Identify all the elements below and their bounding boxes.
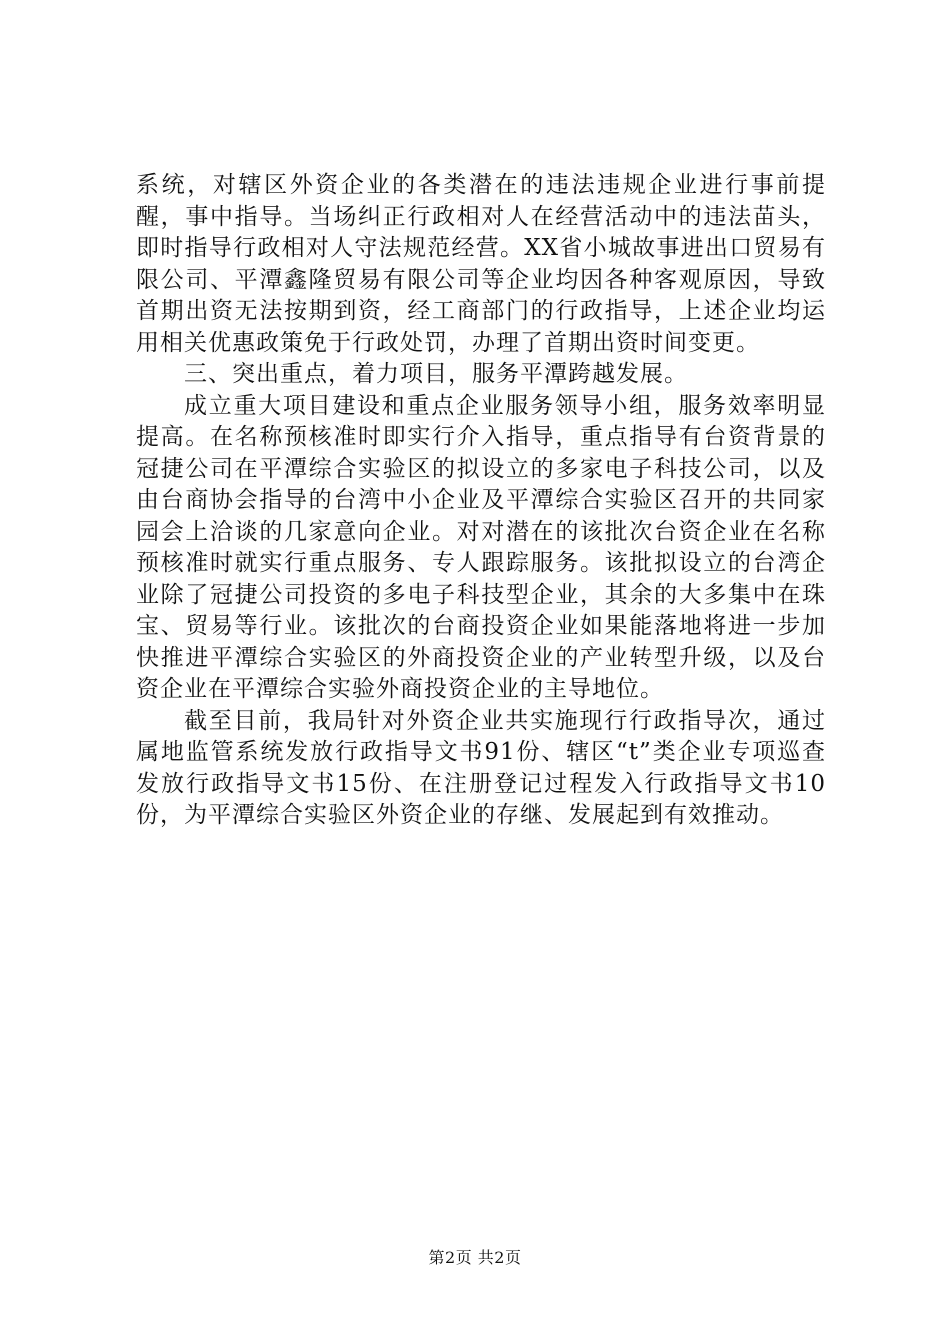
page-footer: 第2页 共2页	[428, 1248, 522, 1267]
document-body	[136, 170, 826, 832]
paragraph-projects: 成立重大项目建设和重点企业服务领导小组，服务效率明显提高。在名称预核准时即实行介入指导，重点指导有台资背景的冠捷公司在平潭综合实验区的拟设立的多家电子科技公司，以及由台商协会指导的台湾中小企业及平潭综合实验区召开的共同家园会上洽谈的几家意向企业。对对潜在的该批次台资企业在名称预核准时就实行重点服务、专人跟踪服务。该批拟设立的台湾企业除了冠捷公司投资的多电子科技型企业，其余的大多集中在珠宝、贸易等行业。该批次的台商投资企业如果能落地将进一步加快推进平潭综合实验区的外商投资企业的产业转型升级，以及台资企业在平潭综合实验外商投资企业的主导地位。	[136, 392, 826, 702]
paragraph-continuation: 系统，对辖区外资企业的各类潜在的违法违规企业进行事前提醒，事中指导。当场纠正行政相对人在经营活动中的违法苗头，即时指导行政相对人守法规范经营。XX省小城故事进出口贸易有限公司、平潭鑫隆贸易有限公司等企业均因各种客观原因，导致首期出资无法按期到资，经工商部门的行政指导，上述企业均运用相关优惠政策免于行政处罚，办理了首期出资时间变更。	[136, 172, 826, 356]
section-heading: 三、突出重点，着力项目，服务平潭跨越发展。	[184, 361, 688, 387]
paragraph-summary: 截至目前，我局针对外资企业共实施现行行政指导次，通过属地监管系统发放行政指导文书91份、辖区“t”类企业专项巡查发放行政指导文书15份、在注册登记过程发入行政指导文书10份，为平潭综合实验区外资企业的存继、发展起到有效推动。	[136, 707, 826, 828]
